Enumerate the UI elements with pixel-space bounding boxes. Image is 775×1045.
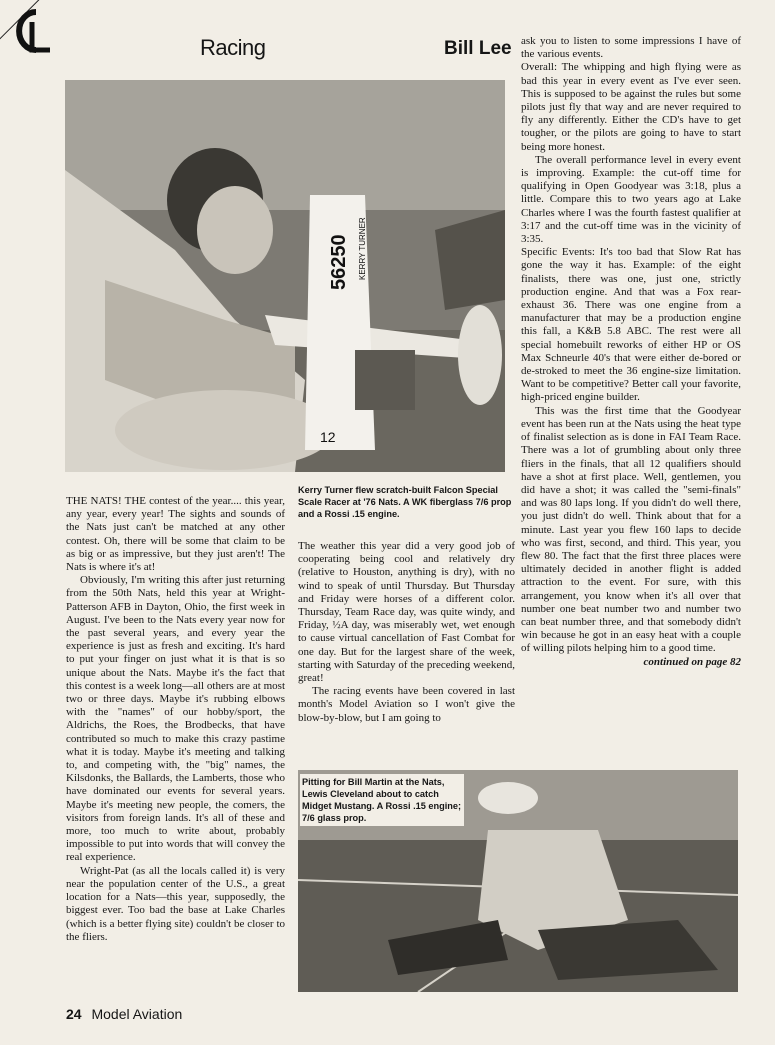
paragraph: The overall performance level in every event is improving. Example: the cut-off time for qualifying in Open Goodyear was 3:18, plus a little. Compare this to two years ago at Lake Charles where I was the fourth fastest qualifier at 3:17 and the cut-off time was in the vicinity of 3:35. [521,153,741,246]
column-2 [298,540,515,725]
paragraph: Overall: The whipping and high flying were as bad this year in every event as I've ever seen. This is supposed to be against the rules but some pilots just fly that way and are never required to fly any differently. Either the CD's have to get tougher, or the pilots are going to have to start being more honest. [521,61,741,153]
paragraph: The racing events have been covered in last month's Model Aviation so I won't give the blow-by-blow, but I am going to [298,685,515,724]
magazine-name: Model Aviation [91,1006,183,1022]
photo2-caption: Pitting for Bill Martin at the Nats, Lewis Cleveland about to catch Midget Mustang. A Rossi .15 engine; 7/6 glass prop. [300,774,464,826]
photo1-caption: Kerry Turner flew scratch-built Falcon Special Scale Racer at '76 Nats. A WK fiberglass 7/6 prop and a Rossi .15 engine. [298,485,512,519]
plane-name-text: KERRY TURNER [358,217,367,280]
page-number: 24 [66,1006,82,1022]
paragraph: This was the first time that the Goodyear event has been run at the Nats using the heat type of finalist selection as is done in FAI Team Race. There was a lot of grumbling about only three fliers in the finals, that all 12 qualifiers should have a shot at first place. Well, gentlemen, you did have a shot; it was called the "semi-finals" and was 80 laps long. If you didn't do well there, you just didn't do well. Think about that for a minute. Last year you flew 160 laps to decide who was first, second, and third. This year, you flew 80. The fact that the first three places were ultimately decided in another flight is added attraction to the event. For sure, with this arrangement, you know when it's all over that number one beat number two and number two can beat number three, and that somebody didn't win because he got in an easy heat with a couple of willing pilots helping him to a good time. [521,404,741,655]
cl-logo-icon [10,4,58,60]
paragraph: THE NATS! THE contest of the year.... this year, any year, every year! The sights and sounds of the Nats just can't be matched at any other contest. Oh, there will be some that claim to be as big or as impressive, but they just aren't! The Nats is where it's at! [66,495,285,574]
plane-race-number: 12 [320,429,336,445]
paragraph: Obviously, I'm writing this after just returning from the 50th Nats, held this year at Wright-Patterson AFB in Dayton, Ohio, the first week in August. I've been to the Nats every year now for the past several years, and every year the experience is just as fresh and exciting. It's hard to put your finger on just what it is that is so unique about the Nats. Maybe it's the fact that this contest is a week long—all others are at most two or three days. Maybe it's rubbing elbows with the "names" of our hobby/sport, the Aldrichs, the Roes, the Brodbecks, that have contributed so much to make this crazy pastime what it is today. Maybe it's meeting and talking to, and competing with, the "big" names, the Kilsdonks, the Ballards, the Lamberts, those who have dominated our events for several years. Maybe it's meeting new people, the comers, the visitors from foreign lands. It's all of these and more, too much to write about, probably impossible to put into words that will convey the real experience. [66,574,285,864]
paragraph: The weather this year did a very good job of cooperating being cool and relatively dry (relative to Houston, anything is dry), with no wind to speak of until Thursday. But Thursday and Friday were horses of a different color. Thursday, Team Race day, was quite windy, and Friday, ½A day, was miserably wet, wet enough to cause virtual cancellation of Fast Combat for one day. But for the largest share of the week, starting with Saturday of the preceding weekend, great! [298,540,515,685]
department-title: Racing [200,35,266,60]
paragraph: ask you to listen to some impressions I have of the various events. [521,35,741,61]
continued-note: continued on page 82 [643,655,741,668]
author-byline: Bill Lee [444,38,512,59]
plane-number-text: 56250 [328,234,350,290]
column-3 [521,35,741,669]
paragraph: Specific Events: It's too bad that Slow Rat has gone the way it has. Example: of the eight finalists, there was one, just one, strictly production engine. And that was a Fox rear-exhaust 36. There was one engine from a manufacturer that may be a production engine this fall, a K&B 5.8 ABC. The rest were all special homebuilt reworks of either HP or OS Max Schneurle 40's that were either de-bored or de-stroked to meet the 36 engine-size limitation. Want to be competitive? Better call your favorite, high-priced engine builder. [521,246,741,404]
column-1 [66,495,285,944]
page-footer [66,1006,182,1022]
paragraph: Wright-Pat (as all the locals called it) is very near the population center of the U.S., a great location for a Nats—this year, supposedly, the biggest ever. Too bad the base at Lake Charles (which is a better flying site) couldn't be closer to the fliers. [66,864,285,943]
photo-kerry-turner [65,80,505,472]
